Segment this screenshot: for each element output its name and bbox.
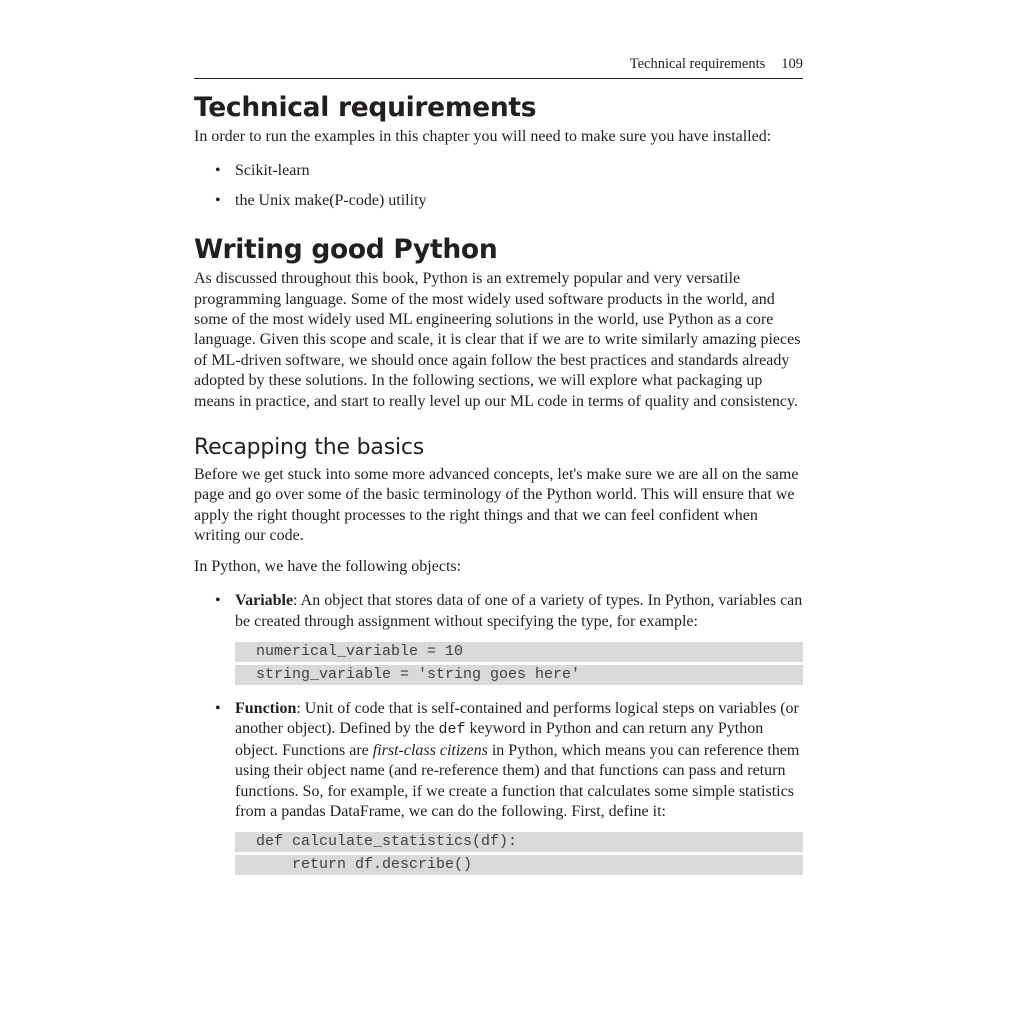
requirements-list (194, 161, 803, 211)
page-number: 109 (781, 56, 803, 72)
code-block-function (235, 832, 803, 875)
recap-paragraph-2: In Python, we have the following objects: (194, 557, 462, 575)
bullet-icon: • (215, 191, 221, 209)
list-item (194, 161, 803, 181)
function-description-1: : Unit of code that is self-contained and performs logical steps on variables (or another object). Defined by the (235, 699, 799, 738)
bullet-icon: • (215, 699, 221, 717)
code-line: def calculate_statistics(df): (235, 832, 803, 852)
writing-paragraph: As discussed throughout this book, Python is an extremely popular and very versatile programming language. Some of the most widely used software products in the world, and some of the most widely used ML engineering solutions in the world, use Python as a core language. Given this scope and scale, it is clear that if we are to write similarly amazing pieces of ML-driven software, we should once again follow the best practices and standards already adopted by these solutions. In the following sections, we will explore what packaging up means in practice, and start to really level up our ML code in terms of quality and consistency. (194, 270, 801, 410)
bullet-icon: • (215, 162, 221, 180)
page-content (194, 54, 803, 878)
emphasis-first-class-citizens: first-class citizens (372, 741, 488, 759)
inline-code-def: def (438, 721, 466, 739)
code-line: numerical_variable = 10 (235, 642, 803, 662)
heading-recapping-basics: Recapping the basics (194, 435, 425, 461)
heading-writing-good-python: Writing good Python (194, 234, 498, 266)
python-objects-list (194, 591, 803, 875)
code-line: string_variable = 'string goes here' (235, 665, 803, 685)
term-variable: Variable (235, 592, 294, 610)
term-function: Function (235, 699, 297, 717)
list-item-variable (194, 591, 803, 685)
running-title: Technical requirements (629, 56, 766, 72)
running-header (194, 54, 803, 79)
code-block-variables (235, 642, 803, 685)
bullet-icon: • (215, 592, 221, 610)
function-description-2: keyword in Python and can return any Python object. Functions are (235, 720, 764, 759)
list-item-text: Scikit-learn (235, 162, 310, 180)
heading-technical-requirements: Technical requirements (194, 92, 537, 123)
list-item-text: the Unix make(P-code) utility (235, 191, 427, 209)
list-item (194, 191, 803, 211)
recap-paragraph-1: Before we get stuck into some more advanced concepts, let's make sure we are all on the same page and go over some of the basic terminology of the Python world. This will ensure that we apply the right thought processes to the right things and that we can feel confident when writing our code. (194, 466, 799, 545)
list-item-function (194, 699, 803, 875)
technical-intro: In order to run the examples in this chapter you will need to make sure you have installed: (194, 128, 772, 145)
variable-description: : An object that stores data of one of a variety of types. In Python, variables can be created through assignment without specifying the type, for example: (235, 592, 803, 630)
function-description-3: in Python, which means you can reference them using their object name (and re-reference them) and that functions can pass and return functions. So, for example, if we create a function that calculates some simple statistics from a pandas DataFrame, we can do the following. First, define it: (235, 741, 800, 820)
code-line: return df.describe() (235, 855, 803, 875)
